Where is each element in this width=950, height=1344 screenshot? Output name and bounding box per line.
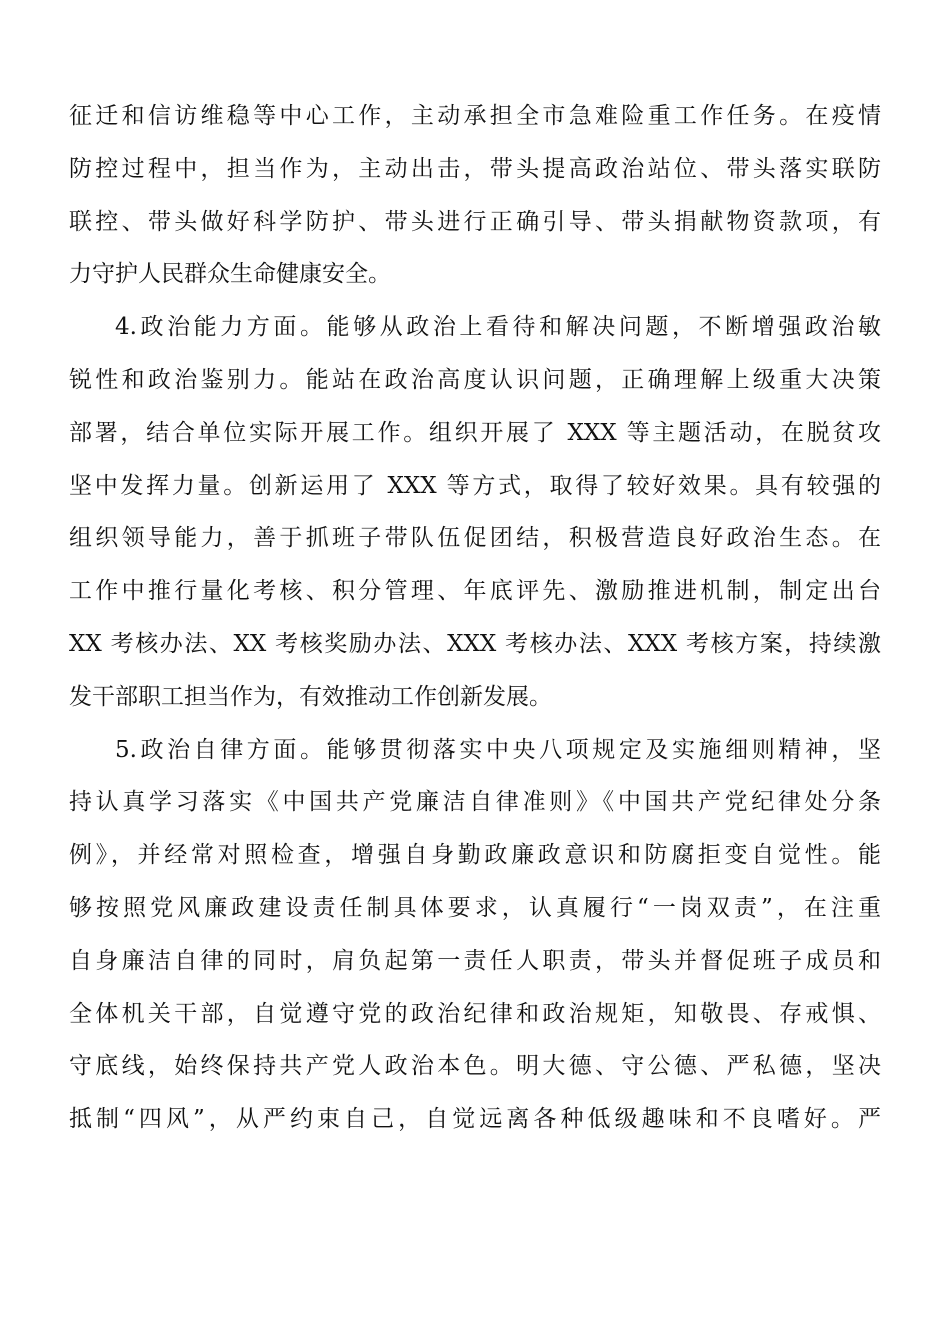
- text-line: 够按照党风廉政建设责任制具体要求，认真履行“一岗双责”，在注重: [69, 894, 881, 921]
- text-line: 力守护人民群众生命健康安全。: [69, 261, 391, 288]
- text-line: 例》，并经常对照检查，增强自身勤政廉政意识和防腐拒变自觉性。能: [69, 842, 881, 869]
- text-line: 全体机关干部，自觉遵守党的政治纪律和政治规矩，知敬畏、存戒惧、: [69, 1000, 881, 1027]
- text-line: 工作中推行量化考核、积分管理、年底评先、激励推进机制，制定出台: [69, 578, 881, 605]
- text-line: 组织领导能力，善于抓班子带队伍促团结，积极营造良好政治生态。在: [69, 525, 881, 552]
- text-line: 自身廉洁自律的同时，肩负起第一责任人职责，带头并督促班子成员和: [69, 947, 881, 974]
- text-line: 守底线，始终保持共产党人政治本色。明大德、守公德、严私德，坚决: [69, 1053, 881, 1080]
- text-line: 部署，结合单位实际开展工作。组织开展了 XXX 等主题活动，在脱贫攻: [69, 419, 881, 446]
- body-text: [69, 90, 881, 1146]
- paragraph-5-start: 5.政治自律方面。能够贯彻落实中央八项规定及实施细则精神，坚: [115, 736, 881, 763]
- text-line: 防控过程中，担当作为，主动出击，带头提高政治站位、带头落实联防: [69, 155, 881, 182]
- text-line: 坚中发挥力量。创新运用了 XXX 等方式，取得了较好效果。具有较强的: [69, 472, 881, 499]
- text-line: 联控、带头做好科学防护、带头进行正确引导、带头捐献物资款项，有: [69, 208, 881, 235]
- text-line: 锐性和政治鉴别力。能站在政治高度认识问题，正确理解上级重大决策: [69, 366, 881, 393]
- text-line: XX 考核办法、XX 考核奖励办法、XXX 考核办法、XXX 考核方案，持续激: [69, 630, 881, 657]
- text-line: 抵制“四风”，从严约束自己，自觉远离各种低级趣味和不良嗜好。严: [69, 1106, 881, 1133]
- text-line: 征迁和信访维稳等中心工作，主动承担全市急难险重工作任务。在疫情: [69, 103, 881, 129]
- text-line: 发干部职工担当作为，有效推动工作创新发展。: [69, 683, 552, 710]
- text-line: 持认真学习落实《中国共产党廉洁自律准则》《中国共产党纪律处分条: [69, 789, 881, 816]
- paragraph-4-start: 4.政治能力方面。能够从政治上看待和解决问题，不断增强政治敏: [115, 314, 881, 341]
